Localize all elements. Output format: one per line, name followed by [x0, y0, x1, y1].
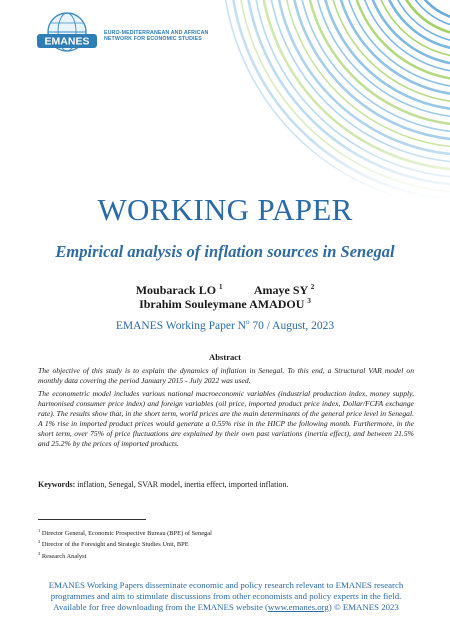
- series-info: [0, 318, 450, 332]
- series-rest: 70 / August, 2023: [249, 319, 335, 332]
- footnote-1-text: Director General, Economic Prospective Bureau (BPE) of Senegal: [40, 530, 212, 538]
- website-link[interactable]: www.emanes.org: [267, 602, 329, 612]
- author-1-mark: 1: [219, 283, 223, 291]
- footer-note: [34, 580, 418, 613]
- author-2: Amaye SY: [253, 283, 308, 297]
- series-prefix: EMANES Working Paper N: [115, 319, 246, 332]
- keywords-label: Keywords:: [38, 480, 76, 489]
- abstract-heading: Abstract: [209, 352, 241, 362]
- footnote-2-text: Director of the Foresight and Strategic Studies Unit, BPE: [40, 541, 189, 549]
- footnotes: [38, 527, 414, 561]
- logo-org-line-1: EURO-MEDITERRANEAN AND AFRICAN: [104, 30, 209, 36]
- author-3-mark: 3: [307, 297, 311, 305]
- logo-badge-text: EMANES: [44, 35, 90, 48]
- footnote-3-text: Research Analyst: [40, 552, 87, 560]
- paper-title: Empirical analysis of inflation sources in Senegal: [55, 242, 395, 261]
- decorative-arc: [410, 0, 450, 20]
- footnote-rule: [38, 519, 146, 520]
- logo-org-name: [104, 30, 244, 43]
- footnote-2: [38, 538, 414, 549]
- series-number-mark: o: [245, 318, 250, 326]
- abstract-body: [38, 366, 414, 452]
- emanes-logo: [34, 12, 100, 56]
- decorative-arc: [380, 0, 450, 50]
- abstract-paragraph-1: The objective of this study is to explain the dynamics of inflation in Senegal. To this end, a Structural VAR model on monthly data covering the period January 2015 - July 2022 was used.: [38, 366, 414, 385]
- working-paper-heading: WORKING PAPER: [97, 192, 353, 227]
- author-2-mark: 2: [310, 283, 315, 291]
- footnote-3-mark: 3: [38, 550, 41, 556]
- footnote-1: [38, 527, 414, 538]
- authors-line-1: [0, 283, 450, 297]
- footer-text-after: ) © EMANES 2023: [328, 602, 399, 612]
- logo-org-line-2: NETWORK FOR ECONOMIC STUDIES: [104, 36, 202, 43]
- keywords-text: inflation, Senegal, SVAR model, inertia effect, imported inflation.: [75, 480, 289, 489]
- author-1: Moubarack LO: [135, 283, 217, 297]
- footnote-1-mark: 1: [38, 528, 41, 533]
- authors-block: [0, 283, 450, 311]
- footnote-2-mark: 2: [38, 539, 41, 545]
- decorative-arc: [395, 0, 450, 35]
- decorative-arc: [335, 0, 450, 95]
- footer-text-before: EMANES Working Papers disseminate economic and policy research relevant to EMANES research programmes and aim to stimulate discussions from other economists and policy experts in the field. Available for free downloading from the EMANES website (: [48, 580, 404, 612]
- abstract-paragraph-2: The econometric model includes various national macroeconomic variables (industrial production index, money supply, harmonised consumer price index) and foreign variables (oil price, imported product price index, Dollar/FCFA exchange rate). The results show that, in the short term, world prices are the main determinants of the general price level in Senegal. A 1% rise in imported product prices would generate a 0.55% rise in the HICP the following month. Furthermore, in the short term, over 75% of price fluctuations are explained by their own past variations (inertia effect), and between 21.5% and 25.2% by the prices of imported products.: [38, 389, 414, 448]
- authors-line-2: [0, 297, 450, 311]
- keywords: [38, 480, 414, 489]
- footnote-3: [38, 550, 414, 561]
- author-3: Ibrahim Souleymane AMADOU: [139, 297, 305, 311]
